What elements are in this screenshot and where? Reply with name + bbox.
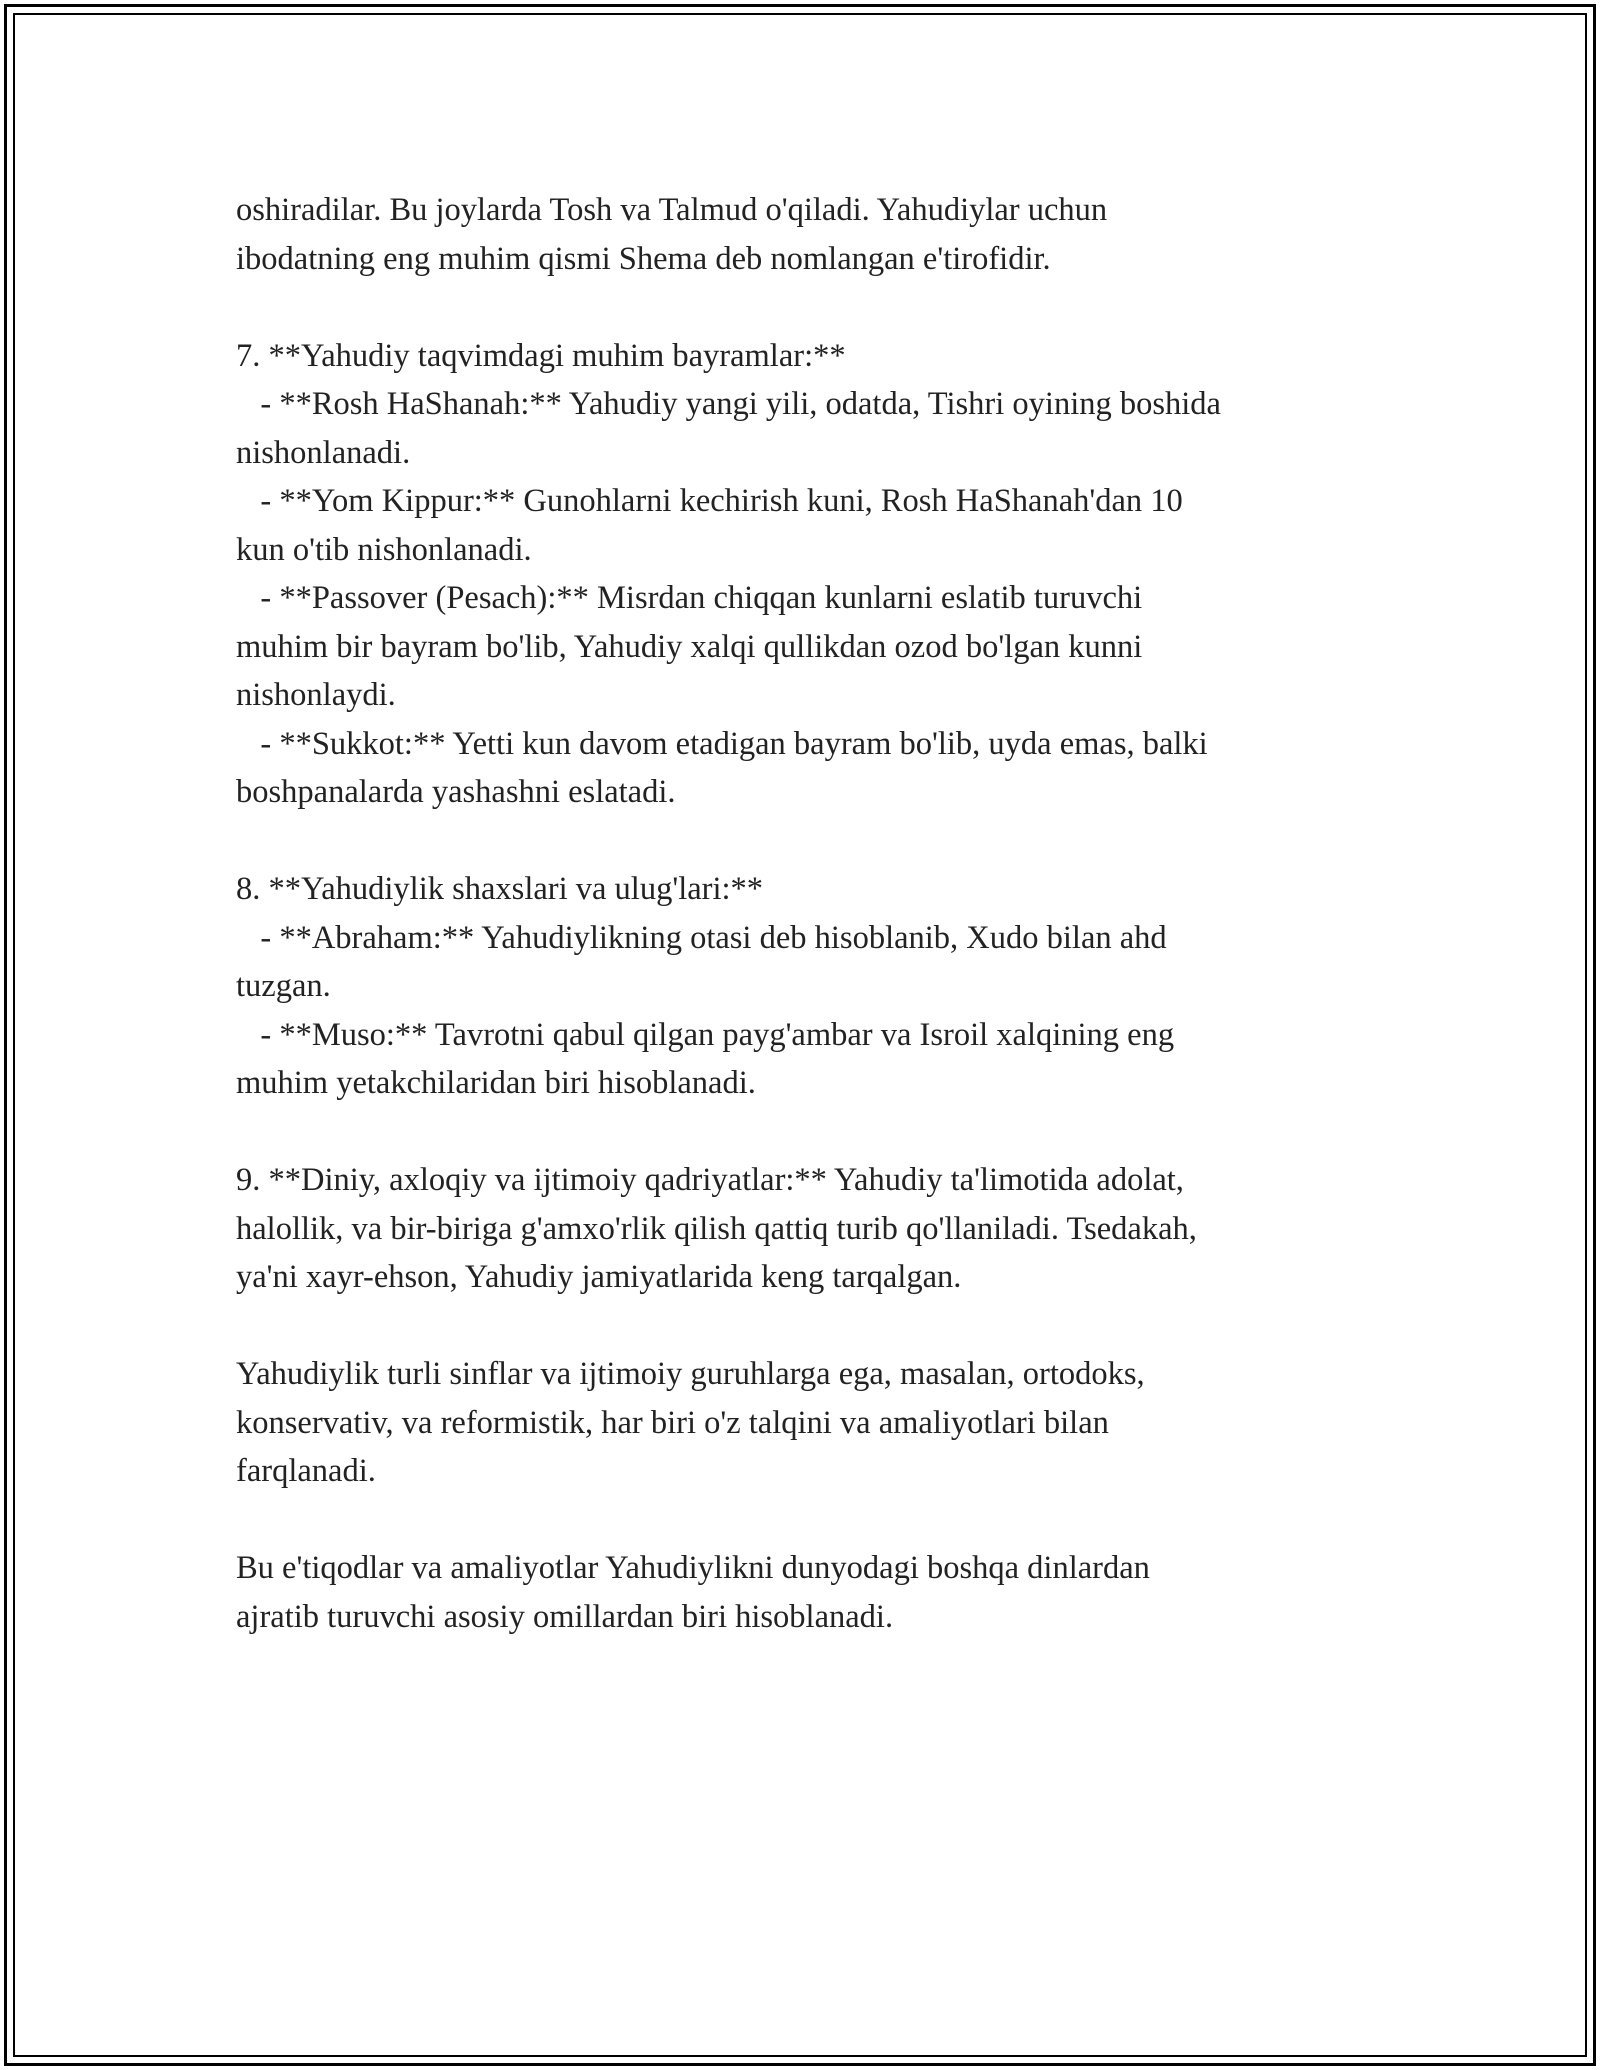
paragraph-gap: [236, 817, 1386, 866]
list-item: - **Sukkot:** Yetti kun davom etadigan bayram bo'lib, uyda emas, balki: [236, 725, 1208, 762]
paragraph-gap: [236, 1108, 1386, 1157]
text-line: tuzgan.: [236, 968, 331, 1004]
text-line: muhim bir bayram bo'lib, Yahudiy xalqi qullikdan ozod bo'lgan kunni: [236, 628, 1143, 665]
text-line: nishonlaydi.: [236, 677, 396, 713]
list-item: - **Yom Kippur:** Gunohlarni kechirish kuni, Rosh HaShanah'dan 10: [236, 483, 1183, 519]
list-item: - **Muso:** Tavrotni qabul qilgan payg'ambar va Isroil xalqining eng: [236, 1016, 1175, 1053]
text-line: ya'ni xayr-ehson, Yahudiy jamiyatlarida keng tarqalgan.: [236, 1259, 962, 1295]
section-heading: 9. **Diniy, axloqiy va ijtimoiy qadriyatlar:** Yahudiy ta'limotida adolat,: [236, 1162, 1184, 1198]
paragraph-gap: [236, 1496, 1386, 1545]
paragraph-gap: [236, 283, 1386, 332]
section-heading: 8. **Yahudiylik shaxslari va ulug'lari:**: [236, 871, 764, 907]
paragraph-gap: [236, 1302, 1386, 1351]
text-line: ajratib turuvchi asosiy omillardan biri hisoblanadi.: [236, 1598, 894, 1635]
text-line: halollik, va bir-biriga g'amxo'rlik qilish qattiq turib qo'llaniladi. Tsedakah,: [236, 1210, 1197, 1247]
list-item: - **Rosh HaShanah:** Yahudiy yangi yili, odatda, Tishri oyining boshida: [236, 386, 1221, 422]
list-item: - **Passover (Pesach):** Misrdan chiqqan kunlarni eslatib turuvchi: [236, 580, 1143, 616]
text-line: farqlanadi.: [236, 1453, 376, 1489]
text-line: ibodatning eng muhim qismi Shema deb nomlangan e'tirofidir.: [236, 240, 1051, 277]
text-line: Yahudiylik turli sinflar va ijtimoiy guruhlarga ega, masalan, ortodoks,: [236, 1356, 1145, 1392]
text-line: nishonlanadi.: [236, 434, 411, 471]
section-heading: 7. **Yahudiy taqvimdagi muhim bayramlar:**: [236, 337, 846, 374]
text-line: oshiradilar. Bu joylarda Tosh va Talmud o'qiladi. Yahudiylar uchun: [236, 192, 1108, 228]
text-line: kun o'tib nishonlanadi.: [236, 531, 532, 568]
text-line: muhim yetakchilaridan biri hisoblanadi.: [236, 1065, 756, 1101]
document-body: [236, 186, 1386, 1641]
list-item: - **Abraham:** Yahudiylikning otasi deb hisoblanib, Xudo bilan ahd: [236, 919, 1167, 956]
text-line: Bu e'tiqodlar va amaliyotlar Yahudiylikni dunyodagi boshqa dinlardan: [236, 1550, 1150, 1586]
text-line: boshpanalarda yashashni eslatadi.: [236, 774, 676, 810]
text-line: konservativ, va reformistik, har biri o'z talqini va amaliyotlari bilan: [236, 1404, 1109, 1441]
